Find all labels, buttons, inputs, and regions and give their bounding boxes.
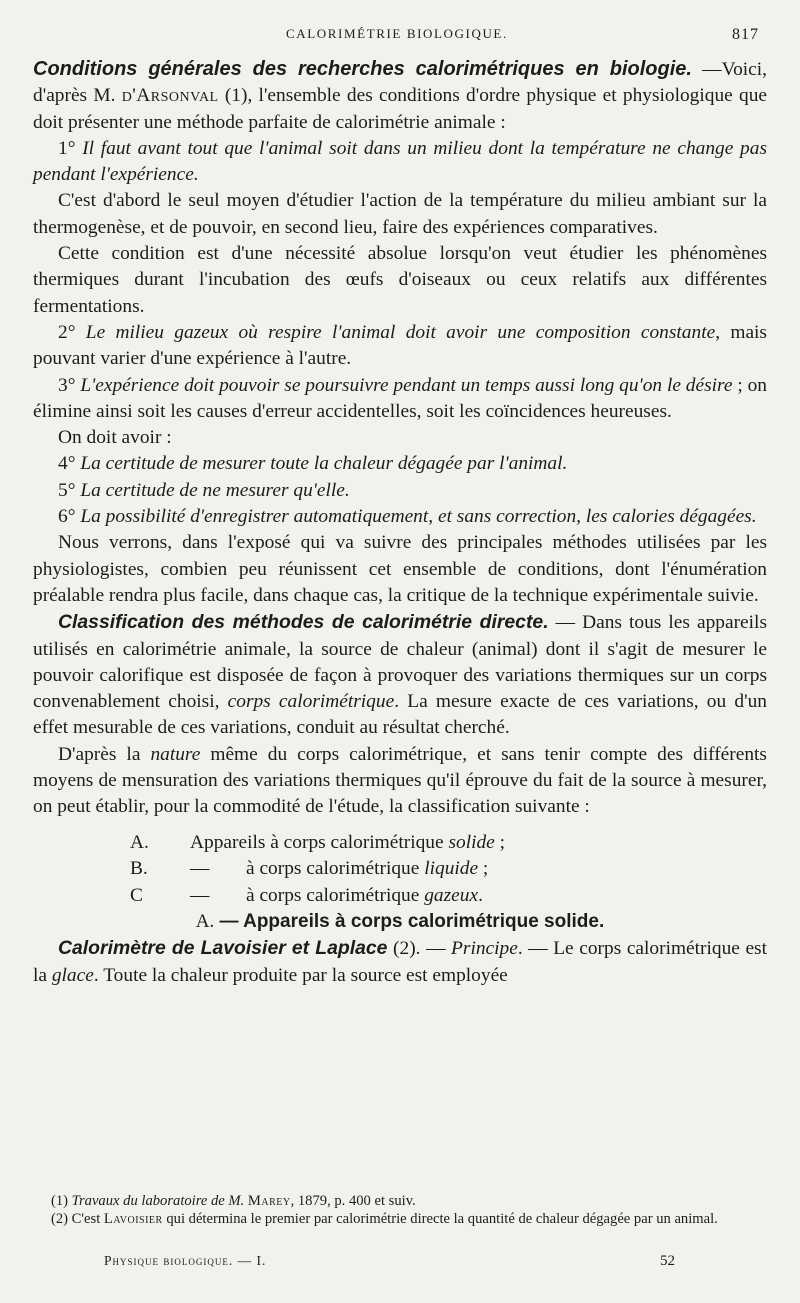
classification-item-c: C — à corps calorimétrique gazeux. — [130, 884, 483, 906]
author-name: d'Arsonval — [121, 85, 219, 107]
footnote-1: (1) Travaux du laboratoire de M. Marey, 1879, p. 400 et suiv. — [51, 1193, 416, 1209]
condition-2: 2° Le milieu gazeux où respire l'animal doit avoir une composition constante, mais pouvant varier d'une expérience à l'autre. — [33, 321, 767, 370]
paragraph-3: Cette condition est d'une nécessité absolue lorsqu'on veut étudier les phénomènes thermiques durant l'incubation des œufs d'oiseaux ou ceux relatifs aux différentes fermentations. — [33, 243, 767, 317]
paragraph-4: On doit avoir : — [58, 427, 172, 449]
footnote-2: (2) C'est Lavoisier qui détermina le premier par calorimétrie directe la quantité de chaleur dégagée par un animal. — [51, 1210, 718, 1227]
paragraph-5: Nous verrons, dans l'exposé qui va suivre des principales méthodes utilisées par les physiologistes, combien peu réunissent cet ensemble de conditions, dont l'énumération préalable rendra plus facile, dans chaque cas, la critique de la technique expérimentale suivie. — [33, 532, 767, 606]
running-header — [0, 26, 800, 50]
classification-list — [33, 830, 767, 910]
condition-6: 6° La possibilité d'enregistrer automatiquement, et sans correction, les calories dégagées. — [58, 506, 757, 528]
condition-5: 5° La certitude de ne mesurer qu'elle. — [58, 479, 350, 501]
paragraph-7: D'après la nature même du corps calorimétrique, et sans tenir compte des différents moyens de mensuration des variations thermiques qu'il éprouve du fait de la source à mesurer, on peut établir, pour la commodité de l'étude, la classification suivante : — [33, 743, 767, 818]
paragraph-2: C'est d'abord le seul moyen d'étudier l'action de la température du milieu ambiant sur la thermogenèse, et de pouvoir, en second lieu, faire des expériences comparatives. — [33, 190, 767, 238]
classification-item-a: A. Appareils à corps calorimétrique solide ; — [130, 831, 506, 853]
main-text — [33, 56, 767, 989]
running-title: CALORIMÉTRIE BIOLOGIQUE. — [286, 26, 508, 41]
book-title: Physique biologique. — I. — [104, 1253, 267, 1268]
heading-general-conditions: Conditions générales des recherches calorimétriques en biologie. — [33, 58, 692, 80]
classification-item-b: B. — à corps calorimétrique liquide ; — [130, 858, 489, 880]
heading-classification: Classification des méthodes de calorimétrie directe. — [58, 611, 549, 634]
signature-number: 52 — [660, 1253, 675, 1269]
heading-lavoisier: Calorimètre de Lavoisier et Laplace — [58, 937, 388, 960]
footnotes — [33, 1193, 767, 1228]
paragraph-lavoisier: Calorimètre de Lavoisier et Laplace (2). — Principe. — Le corps calorimétrique est la glace. Toute la chaleur produite par la source est employée — [33, 937, 767, 986]
page-number: 817 — [732, 26, 759, 43]
condition-1: 1° Il faut avant tout que l'animal soit dans un milieu dont la température ne change pas pendant l'expérience. — [33, 137, 767, 186]
paragraph-classification: Classification des méthodes de calorimétrie directe. — Dans tous les appareils utilisés en calorimétrie animale, la source de chaleur (animal) dont il s'agit de mesurer le pouvoir calorifique est disposée de façon à provoquer des variations thermiques sur un corps convenablement choisi, corps calorimétrique. La mesure exacte de ces variations, ou d'un effet mesurable de ces variations, conduit au résultat cherché. — [33, 611, 767, 739]
paragraph-general-conditions: Conditions générales des recherches calorimétriques en biologie. —Voici, d'après M. d'Arsonval (1), l'ensemble des conditions d'ordre physique et physiologique que doit présenter une méthode parfaite de calorimétrie animale : — [33, 58, 768, 133]
condition-4: 4° La certitude de mesurer toute la chaleur dégagée par l'animal. — [58, 453, 568, 475]
section-title: A. — Appareils à corps calorimétrique solide. — [195, 911, 605, 933]
condition-3: 3° L'expérience doit pouvoir se poursuivre pendant un temps aussi long qu'on le désire ; on élimine ainsi soit les causes d'erreur accidentelles, soit les coïncidences heureuses. — [33, 374, 767, 422]
